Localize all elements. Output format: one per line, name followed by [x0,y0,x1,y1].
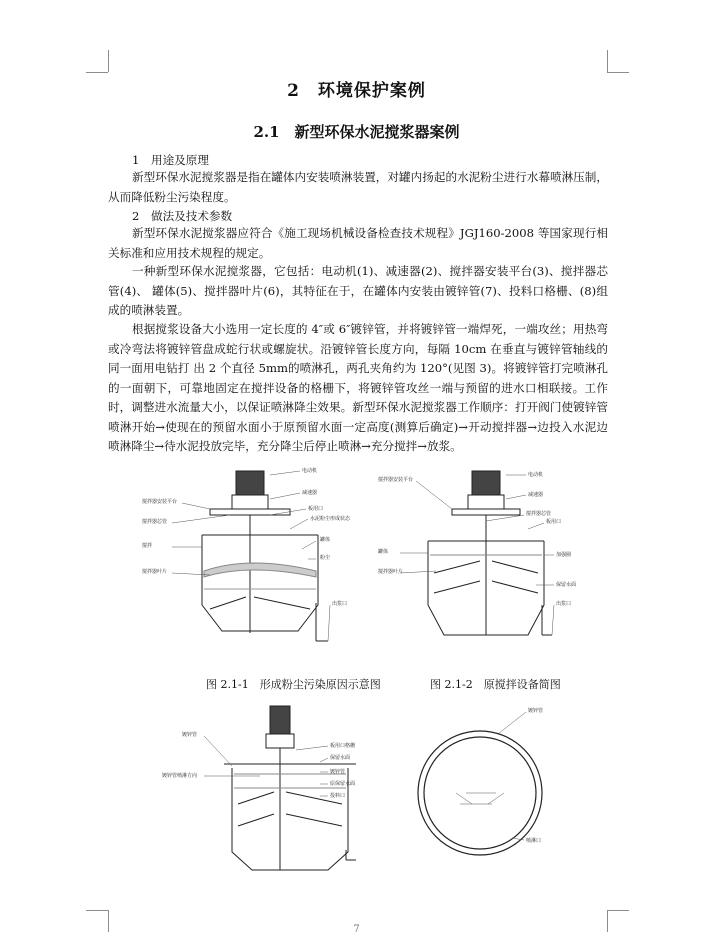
fig2-label-4: 板用口 [546,519,562,525]
fig1-label-5: 水泥粉尘形成状态 [310,516,351,522]
fig1-label-1: 减速器 [302,490,318,496]
fig1-label-10: 出浆口 [332,601,348,607]
paragraph-2: 新型环保水泥搅浆器应符合《施工现场机械设备检查技术规程》JGJ160-2008 等国家现行相关标准和应用技术规程的规定。 [108,226,608,260]
page-number: 7 [353,924,360,935]
fig2-label-2: 减速器 [528,492,544,498]
paragraph-3: 一种新型环保水泥搅浆器，它包括：电动机(1)、减速器(2)、搅拌器安装平台(3)、搅拌器芯管(4)、 罐体(5)、搅拌器叶片(6)，其特征在于，在罐体内安装由镀锌管(7)、投料口格栅、(8)组成的喷淋装置。 [108,264,608,317]
fig3-label-5: 原保留水面 [330,781,356,787]
figure-1-caption: 图 2.1-1 形成粉尘污染原因示意图 [206,678,381,691]
section-title: 2.1 新型环保水泥搅浆器案例 [253,123,460,141]
fig2-label-1: 电动机 [528,472,544,478]
fig1-label-7: 搅拌器叶片 [142,569,168,575]
fig2-label-8: 保留水面 [556,582,577,588]
fig4-label-1: 喷淋口 [526,838,542,844]
fig2-label-3: 搅拌器芯管 [526,511,552,517]
fig1-label-2: 搅拌器安装平台 [142,499,178,505]
crop-mark-top-right-h [607,72,629,73]
fig1-label-6: 罐体 [320,537,331,543]
crop-mark-top-left-h [86,72,108,73]
crop-mark-top-left-v [108,50,109,72]
subsection-heading-2: 2 做法及技术参数 [132,209,233,223]
fig1-label-9: 搅拌 [142,543,153,549]
paragraph-4: 根据搅浆设备大小选用一定长度的 4″或 6″镀锌管，并将镀锌管一端焊死，一端攻丝；用热弯或冷弯法将镀锌管盘成蛇行状或螺旋状。沿镀锌管长度方向，每隔 10cm 在垂直与镀锌管轴线的同一面用电钻打 出 2 个直径 5mm的喷淋孔，两孔夹角约为 120°(见图 3)。将镀锌管打完喷淋孔的一面朝下，可靠地固定在搅拌设备的格栅下，将镀锌管攻丝一端与预留的进水口相联接。工作时，调整进水流量大小，以保证喷淋降尘效果。新型环保水泥搅浆器工作顺序：打开阀门使镀锌管喷淋开始→使现在的预留水面小于原预留水面一定高度(测算后确定)→开动搅拌器→边投入水泥边喷淋降尘→待水泥投放完毕，充分降尘后停止喷淋→充分搅拌→放浆。 [108,322,608,453]
fig3-label-1: 板用口格栅 [330,743,356,749]
fig2-label-5: 加强圈 [556,552,572,558]
fig2-label-0: 搅拌器安装平台 [378,477,414,483]
fig3-label-3: 镀锌管 [330,769,346,775]
fig3-label-6: 投料口 [330,793,346,799]
subsection-heading-1: 1 用途及原理 [132,153,209,167]
fig1-label-0: 电动机 [302,468,318,474]
figure-dust-pollution-diagram [140,463,370,668]
crop-mark-bottom-right-h [607,910,629,911]
fig1-label-4: 板用口 [308,506,324,512]
fig3-label-0: 镀锌管 [182,732,198,738]
paragraph-1: 新型环保水泥搅浆器是指在罐体内安装喷淋装置，对罐内扬起的水泥粉尘进行水幕喷淋压制，从而降低粉尘污染程度。 [108,170,608,204]
chapter-title: 2 环境保护案例 [287,81,426,101]
figure-original-mixer-diagram [376,463,606,668]
fig2-label-7: 搅拌器叶片 [378,569,404,575]
figure-spray-mixer-diagram [160,700,400,880]
crop-mark-bottom-left-h [86,910,108,911]
fig1-label-8: 粉尘 [320,555,331,561]
fig3-label-2: 保留水面 [330,755,351,761]
figure-pipe-ring-diagram [412,700,592,880]
fig4-label-0: 镀锌管 [528,708,544,714]
crop-mark-top-right-v [607,50,608,72]
fig2-label-9: 出浆口 [556,601,572,607]
fig3-label-4: 镀锌管喷淋方向 [162,773,198,779]
figure-2-caption: 图 2.1-2 原搅拌设备简图 [430,678,561,691]
fig1-label-3: 搅拌器芯管 [142,519,168,525]
fig2-label-6: 罐体 [378,549,389,555]
